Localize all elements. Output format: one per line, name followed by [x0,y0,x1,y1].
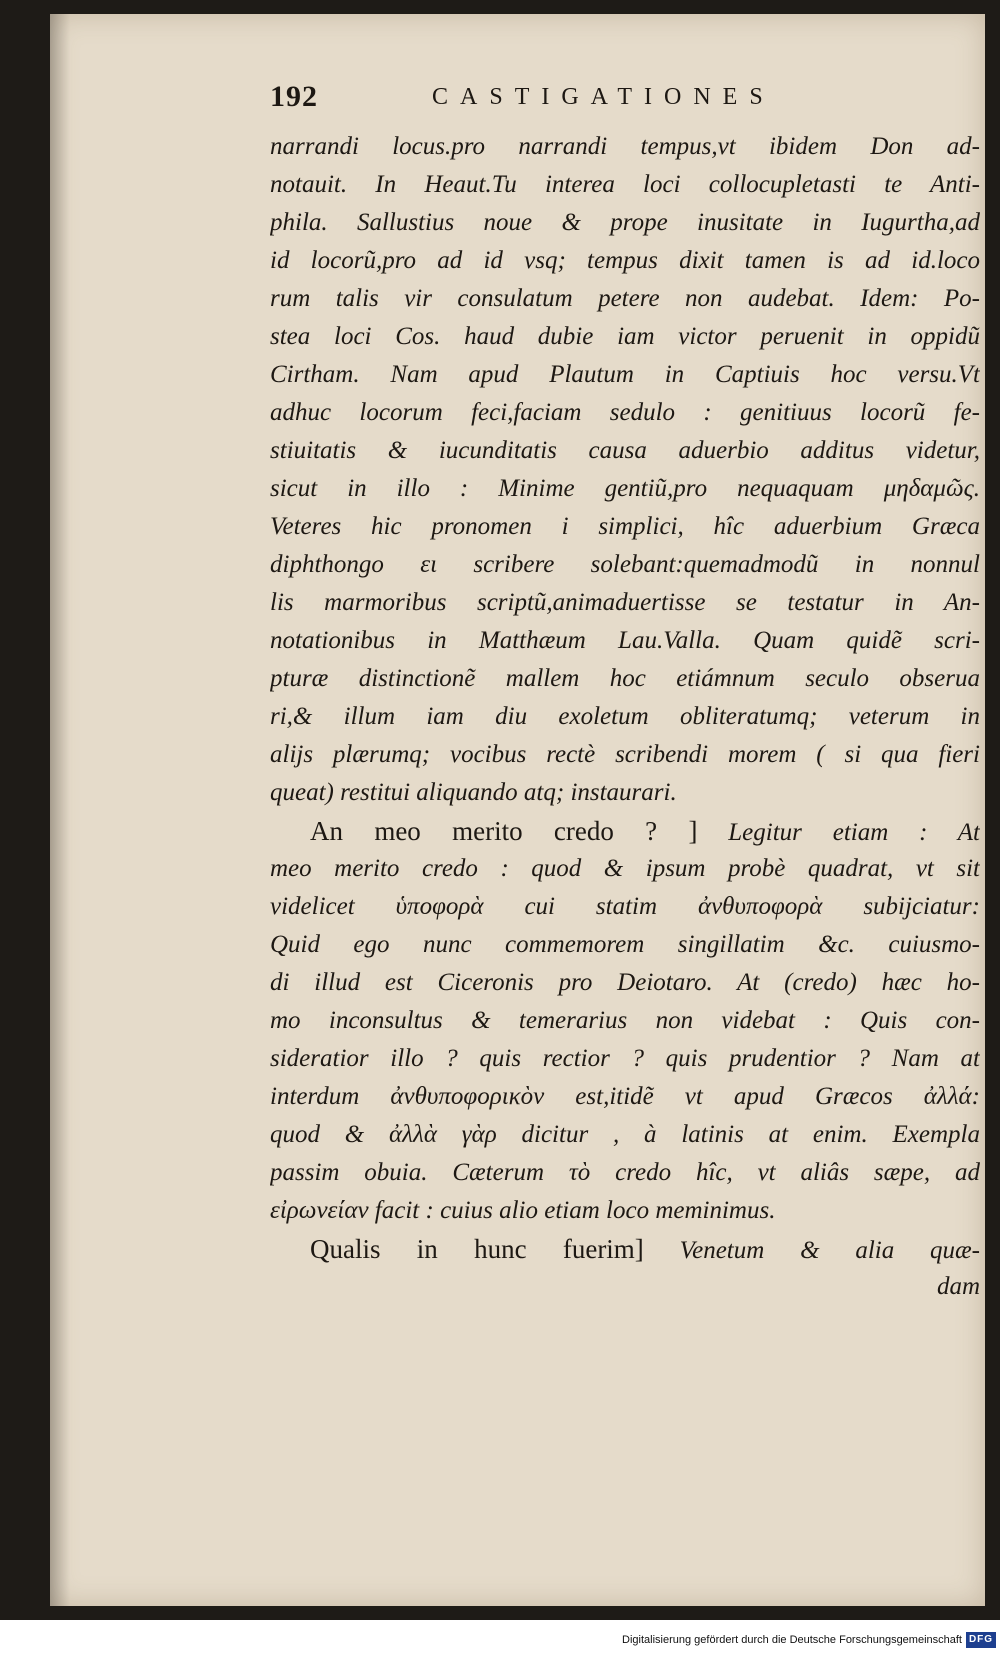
text-line: id locorũ,pro ad id vsq; tempus dixit tamen is ad id.loco [270,247,980,274]
text-line: stiuitatis & iucunditatis causa aduerbio additus videtur, [270,437,980,464]
text-line: interdum ἀνθυποφορικὸν est,itidẽ vt apud Græcos ἀλλά: [270,1083,980,1110]
text-line: lis marmoribus scriptũ,animaduertisse se testatur in An- [270,589,980,616]
dfg-logo: DFG [966,1632,996,1648]
paragraph-3-first-line [270,1230,980,1268]
text-line: meo merito credo : quod & ipsum probè quadrat, vt sit [270,855,980,882]
text-line: pturæ distinctionẽ mallem hoc etiámnum seculo obserua [270,665,980,692]
digitization-footer [0,1628,1000,1656]
text-line: rum talis vir consulatum petere non audebat. Idem: Po- [270,285,980,312]
text-line: sicut in illo : Minime gentiũ,pro nequaquam μηδαμῶς. [270,475,980,502]
text-line: phila. Sallustius noue & prope inusitate in Iugurtha,ad [270,209,980,236]
text-line: Cirtham. Nam apud Plautum in Captiuis hoc versu.Vt [270,361,980,388]
text-line: queat) restitui aliquando atq; instaurari. [270,779,677,806]
page-header [270,80,980,128]
text-line: quod & ἀλλὰ γὰρ dicitur , à latinis at enim. Exempla [270,1121,980,1148]
text-line: notationibus in Matthæum Lau.Valla. Quam quidẽ scri- [270,627,980,654]
lemma: An meo merito credo ? ] [310,816,698,846]
text-line: sideratior illo ? quis rectior ? quis prudentior ? Nam at [270,1045,980,1072]
page-number: 192 [270,80,318,113]
funding-credit: Digitalisierung gefördert durch die Deutsche Forschungsgemeinschaft [622,1634,962,1646]
running-title: CASTIGATIONES [432,84,775,110]
commentary-text: Legitur etiam : At [697,819,980,846]
paragraph-2 [270,812,980,1230]
page-gutter-shadow [50,14,70,1606]
text-line: videlicet ὑποφορὰ cui statim ἀνθυποφορὰ subijciatur: [270,893,980,920]
text-line: Veteres hic pronomen i simplici, hîc aduerbium Græca [270,513,980,540]
text-line: mo inconsultus & temerarius non videbat : Quis con- [270,1007,980,1034]
paragraph-3 [270,1230,980,1306]
text-line: ri,& illum iam diu exoletum obliteratumq; veterum in [270,703,980,730]
text-line: Quid ego nunc commemorem singillatim &c. cuiusmo- [270,931,980,958]
text-line: εἰρωνείαν facit : cuius alio etiam loco meminimus. [270,1197,776,1224]
text-line: alijs plærumq; vocibus rectè scribendi morem ( si qua fieri [270,741,980,768]
catchword: dam [936,1273,980,1300]
lemma: Qualis in hunc fuerim] [310,1234,644,1264]
paragraph-2-first-line [270,812,980,850]
paragraph-1 [270,128,980,812]
text-line: adhuc locorum feci,faciam sedulo : genitiuus locorũ fe- [270,399,980,426]
text-line: di illud est Ciceronis pro Deiotaro. At (credo) hæc ho- [270,969,980,996]
text-line: narrandi locus.pro narrandi tempus,vt ibidem Don ad- [270,133,980,160]
text-line: passim obuia. Cæterum τὸ credo hîc, vt aliâs sæpe, ad [270,1159,980,1186]
text-line: diphthongo ει scribere solebant:quemadmodũ in nonnul [270,551,980,578]
text-line: notauit. In Heaut.Tu interea loci collocupletasti te Anti- [270,171,980,198]
commentary-text: Venetum & alia quæ- [643,1237,980,1264]
page-text-block [270,80,980,1306]
text-line: stea loci Cos. haud dubie iam victor peruenit in oppidũ [270,323,980,350]
